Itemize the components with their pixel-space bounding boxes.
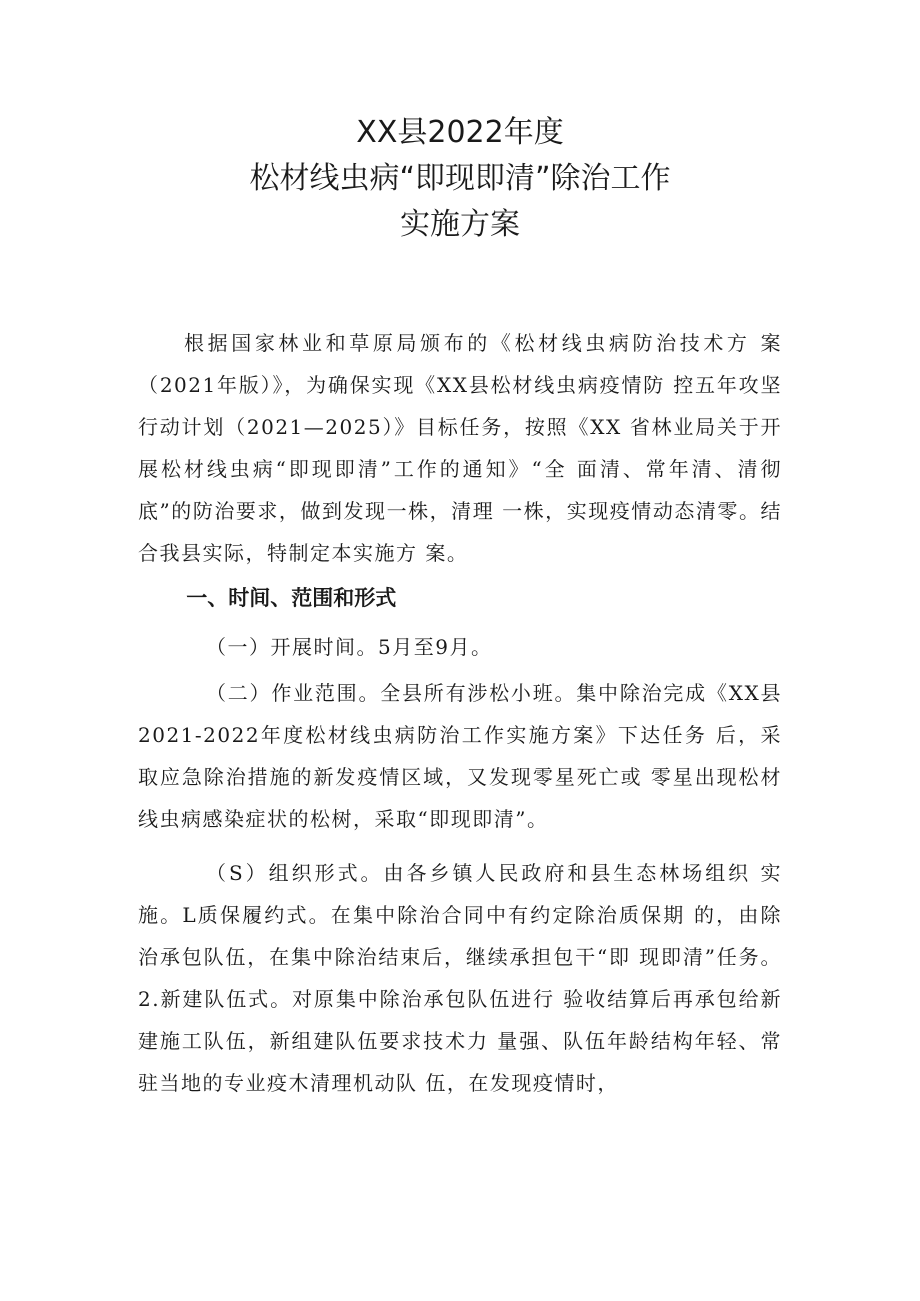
title-line-2: 松材线虫病“即现即清”除治工作 [249,161,671,196]
item-2-paragraph: （二）作业范围。全县所有涉松小班。集中除治完成《XX县2021-2022年度松材线虫病防治工作实施方案》下达任务 后，采取应急除治措施的新发疫情区域，又发现零星死亡或 零星出现松材线虫病感染症状的松树，采取“即现即清”。 [138,681,782,831]
title-line-1: XX县2022年度 [356,115,564,150]
intro-paragraph: 根据国家林业和草原局颁布的《松材线虫病防治技术方 案（2021年版）》，为确保实现《XX县松材线虫病疫情防 控五年攻坚行动计划（2021—2025）》目标任务，按照《XX 省林业局关于开展松材线虫病“即现即清”工作的通知》“全 面清、常年清、清彻底”的防治要求，做到发现一株，清理 一株，实现疫情动态清零。结合我县实际，特制定本实施方 案。 [138,331,782,565]
item-3-paragraph: （S）组织形式。由各乡镇人民政府和县生态林场组织 实施。L质保履约式。在集中除治合同中有约定除治质保期 的，由除治承包队伍，在集中除治结束后，继续承担包干“即 现即清”任务。2.新建队伍式。对原集中除治承包队伍进行 验收结算后再承包给新建施工队伍，新组建队伍要求技术力 量强、队伍年龄结构年轻、常驻当地的专业疫木清理机动队 伍，在发现疫情时， [138,861,782,1095]
title-spacer [138,248,782,322]
title-line-3: 实施方案 [400,207,520,242]
section-1-heading: 一、时间、范围和形式 [186,586,397,610]
item-1-paragraph: （一）开展时间。5月至9月。 [206,635,493,659]
